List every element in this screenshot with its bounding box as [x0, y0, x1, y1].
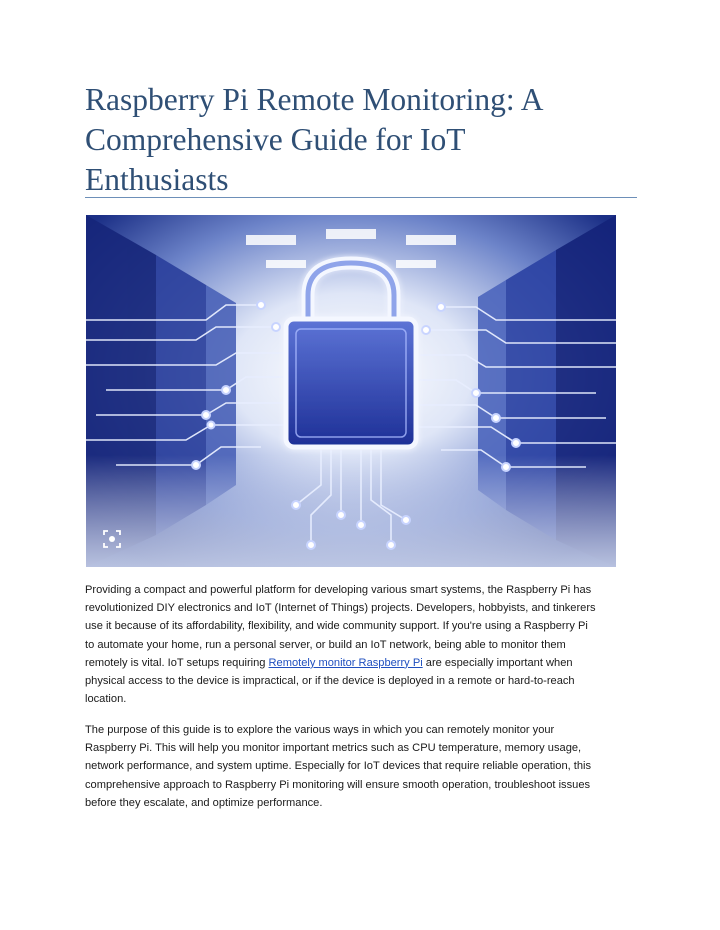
paragraph-line: location.	[85, 693, 127, 706]
paragraph-line: to automate your home, run a personal server, or build an IoT network, being able to monitor them	[85, 638, 566, 651]
paragraph-line: network performance, and system uptime. Especially for IoT devices that require reliable operation, this	[85, 760, 592, 773]
paragraph-line: before they escalate, and optimize performance.	[85, 796, 323, 809]
title-line-1: Raspberry Pi Remote Monitoring: A	[85, 82, 544, 117]
link-suffix-text: are especially important when	[422, 656, 573, 669]
title-divider	[85, 197, 637, 198]
scan-icon[interactable]	[102, 529, 122, 549]
paragraph-line: use it because of its affordability, flexibility, and wide community support. If you're using a Raspberry Pi	[85, 620, 588, 633]
padlock-circuit-illustration	[86, 215, 616, 567]
article-title	[85, 80, 645, 200]
paragraph-line-with-link	[85, 654, 637, 672]
hero-image	[86, 215, 616, 567]
title-line-2: Comprehensive Guide for IoT	[85, 122, 466, 157]
link-prefix-text: remotely is vital. IoT setups requiring	[85, 656, 269, 669]
title-line-3: Enthusiasts	[85, 162, 229, 197]
purpose-paragraph	[85, 721, 637, 812]
paragraph-line: physical access to the device is impractical, or if the device is deployed in a remote or hard-to-reach	[85, 675, 575, 688]
intro-paragraph	[85, 581, 637, 708]
remote-monitor-link[interactable]: Remotely monitor Raspberry Pi	[268, 656, 423, 669]
paragraph-line: The purpose of this guide is to explore the various ways in which you can remotely monitor your	[85, 724, 555, 736]
paragraph-line: Providing a compact and powerful platform for developing various smart systems, the Raspberry Pi has	[85, 584, 592, 596]
paragraph-line: revolutionized DIY electronics and IoT (Internet of Things) projects. Developers, hobbyists, and tinkerers	[85, 602, 596, 615]
paragraph-line: comprehensive approach to Raspberry Pi monitoring will ensure smooth operation, troubleshoot issues	[85, 778, 591, 791]
paragraph-line: Raspberry Pi. This will help you monitor important metrics such as CPU temperature, memory usage,	[85, 742, 582, 755]
